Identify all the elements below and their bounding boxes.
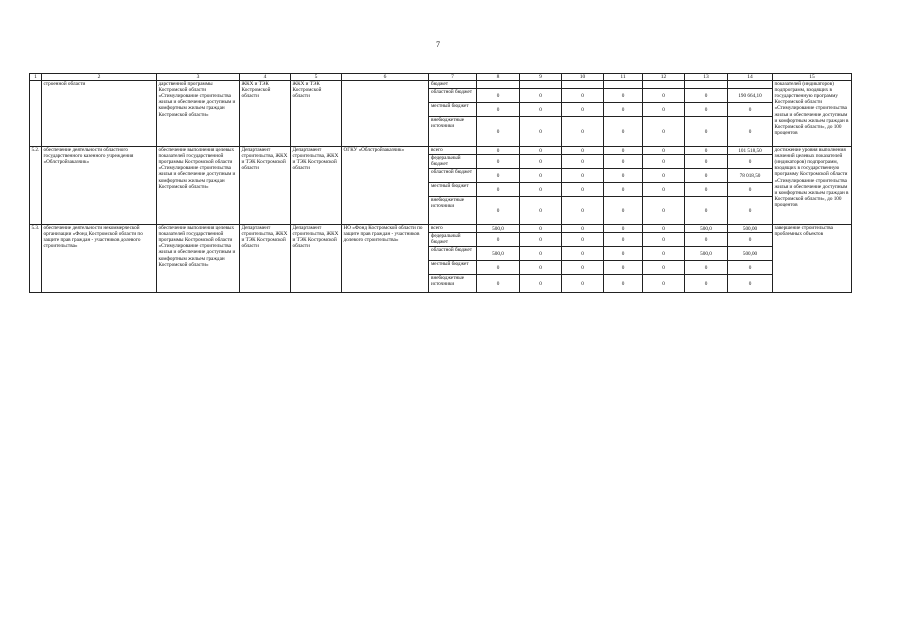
amount-cell: 500,0 — [685, 247, 728, 261]
amount-cell: 0 — [520, 89, 562, 103]
amount-cell: 0 — [604, 233, 643, 247]
amount-cell: 500,0 — [477, 247, 520, 261]
amount-cell: 500,0 — [477, 225, 520, 233]
amount-cell: 0 — [520, 233, 562, 247]
column-number: 5 — [291, 74, 342, 81]
amount-cell — [685, 81, 728, 89]
amount-cell: 0 — [643, 169, 685, 183]
column-number: 14 — [728, 74, 773, 81]
amount-cell: 0 — [643, 197, 685, 225]
funding-source: федеральный бюджет — [429, 233, 477, 247]
amount-cell: 0 — [643, 155, 685, 169]
amount-cell: 0 — [520, 225, 562, 233]
amount-cell: 0 — [643, 89, 685, 103]
page-number: 7 — [436, 40, 440, 49]
amount-cell: 0 — [477, 89, 520, 103]
expected-result: достижение уровня выполнения значений целевых показателей (индикаторов) подпрограмм, входящих в государственную программу Костромской области «Стимулирование строительства жилья и обеспечение доступным и комфортным жильем граждан в Костромской области», до 100 процентов — [773, 147, 852, 225]
amount-cell: 0 — [604, 155, 643, 169]
funding-source: местный бюджет — [429, 183, 477, 197]
column-number: 7 — [429, 74, 477, 81]
column-number: 9 — [520, 74, 562, 81]
column-number: 11 — [604, 74, 643, 81]
column-number: 13 — [685, 74, 728, 81]
amount-cell: 0 — [604, 89, 643, 103]
funding-source: местный бюджет — [429, 261, 477, 275]
funding-source: внебюджетные источники — [429, 275, 477, 293]
amount-cell: 0 — [728, 183, 773, 197]
column-number: 12 — [643, 74, 685, 81]
amount-cell: 0 — [643, 225, 685, 233]
amount-cell: 0 — [643, 183, 685, 197]
expected-result: показателей (индикаторов) подпрограмм, входящих в государственную программу Костромской области «Стимулирование строительства жилья и обеспечение доступным и комфортным жильем граждан в Костромской области», до 100 процентов — [773, 81, 852, 147]
executor: НО «Фонд Костромской области по защите прав граждан - участников долевого строительства» — [342, 225, 429, 293]
amount-cell: 0 — [604, 275, 643, 293]
row-number — [30, 81, 42, 147]
amount-cell: 0 — [685, 155, 728, 169]
amount-cell: 0 — [685, 117, 728, 147]
amount-cell: 0 — [604, 261, 643, 275]
amount-cell: 0 — [643, 261, 685, 275]
row-number: 5.3. — [30, 225, 42, 293]
column-number-row — [30, 74, 852, 81]
amount-cell: 0 — [520, 183, 562, 197]
amount-cell: 0 — [728, 233, 773, 247]
column-number: 10 — [562, 74, 604, 81]
amount-cell: 0 — [562, 183, 604, 197]
funding-source: всего — [429, 147, 477, 155]
measure-goal: обеспечение выполнения целевых показателей государственной программы Костромской области «Стимулирование строительства жилья и обеспечение доступным и комфортным жильем граждан Костромской области» — [157, 147, 240, 225]
coordinator: Департамент строительства, ЖКХ и ТЭК Костромской области — [291, 225, 342, 293]
amount-cell: 0 — [685, 275, 728, 293]
amount-cell: 0 — [685, 169, 728, 183]
amount-cell: 0 — [520, 275, 562, 293]
amount-cell: 0 — [520, 103, 562, 117]
amount-cell: 0 — [477, 275, 520, 293]
amount-cell: 0 — [728, 117, 773, 147]
column-number: 8 — [477, 74, 520, 81]
amount-cell: 0 — [685, 233, 728, 247]
funding-source: федеральный бюджет — [429, 155, 477, 169]
funding-source: местный бюджет — [429, 103, 477, 117]
amount-cell: 0 — [562, 261, 604, 275]
amount-cell: 0 — [604, 103, 643, 117]
amount-cell: 0 — [604, 225, 643, 233]
executor — [342, 81, 429, 147]
amount-cell: 0 — [520, 155, 562, 169]
amount-cell: 0 — [520, 169, 562, 183]
amount-cell — [728, 81, 773, 89]
coordinator: ЖКХ и ТЭК Костромской области — [291, 81, 342, 147]
amount-cell: 0 — [643, 247, 685, 261]
amount-cell: 0 — [643, 275, 685, 293]
amount-cell: 0 — [477, 147, 520, 155]
amount-cell: 0 — [728, 261, 773, 275]
state-customer: Департамент строительства, ЖКХ и ТЭК Костромской области — [240, 147, 291, 225]
amount-cell: 0 — [477, 233, 520, 247]
measure-goal: дарственной программы Костромской области «Стимулирование строительства жилья и обеспечение доступным и комфортным жильем граждан Костромской области» — [157, 81, 240, 147]
amount-cell: 0 — [728, 155, 773, 169]
amount-cell: 0 — [562, 247, 604, 261]
amount-cell — [643, 81, 685, 89]
amount-cell: 0 — [562, 147, 604, 155]
column-number: 3 — [157, 74, 240, 81]
table-row — [30, 81, 852, 89]
amount-cell: 0 — [643, 103, 685, 117]
table-row — [30, 147, 852, 155]
amount-cell: 0 — [685, 89, 728, 103]
amount-cell: 0 — [477, 183, 520, 197]
amount-cell: 0 — [643, 147, 685, 155]
amount-cell: 0 — [562, 117, 604, 147]
amount-cell: 0 — [604, 247, 643, 261]
row-number: 5.2. — [30, 147, 42, 225]
amount-cell: 0 — [520, 197, 562, 225]
amount-cell: 0 — [685, 103, 728, 117]
amount-cell: 0 — [477, 117, 520, 147]
amount-cell — [604, 81, 643, 89]
amount-cell: 0 — [562, 275, 604, 293]
funding-source: внебюджетные источники — [429, 197, 477, 225]
state-customer: ЖКХ и ТЭК Костромской области — [240, 81, 291, 147]
amount-cell: 0 — [604, 169, 643, 183]
amount-cell: 0 — [562, 155, 604, 169]
amount-cell: 0 — [520, 247, 562, 261]
amount-cell: 0 — [604, 147, 643, 155]
funding-source: областной бюджет — [429, 169, 477, 183]
amount-cell: 0 — [685, 261, 728, 275]
amount-cell: 0 — [562, 197, 604, 225]
executor: ОГКУ «Облстройзаказчик» — [342, 147, 429, 225]
state-customer: Департамент строительства, ЖКХ и ТЭК Костромской области — [240, 225, 291, 293]
measure-name: обеспечение деятельности областного государственного казенного учреждения «Облстройзаказчик» — [42, 147, 157, 225]
amount-cell: 500,00 — [728, 225, 773, 233]
amount-cell: 101 518,50 — [728, 147, 773, 155]
amount-cell: 0 — [477, 197, 520, 225]
amount-cell: 0 — [477, 155, 520, 169]
amount-cell: 0 — [685, 147, 728, 155]
amount-cell: 0 — [477, 103, 520, 117]
amount-cell: 0 — [520, 147, 562, 155]
amount-cell: 190 664,10 — [728, 89, 773, 103]
amount-cell: 0 — [643, 233, 685, 247]
amount-cell: 500,00 — [728, 247, 773, 261]
amount-cell: 0 — [562, 89, 604, 103]
amount-cell — [477, 81, 520, 89]
amount-cell: 0 — [477, 261, 520, 275]
amount-cell: 500,0 — [685, 225, 728, 233]
amount-cell: 78 018,50 — [728, 169, 773, 183]
amount-cell: 0 — [520, 117, 562, 147]
amount-cell: 0 — [604, 117, 643, 147]
table-row — [30, 225, 852, 233]
amount-cell: 0 — [562, 233, 604, 247]
measure-name: строенной области — [42, 81, 157, 147]
amount-cell: 0 — [728, 103, 773, 117]
amount-cell: 0 — [477, 169, 520, 183]
amount-cell: 0 — [520, 261, 562, 275]
amount-cell — [562, 81, 604, 89]
amount-cell: 0 — [562, 225, 604, 233]
amount-cell — [520, 81, 562, 89]
budget-table — [29, 73, 852, 293]
funding-source: областной бюджет — [429, 89, 477, 103]
amount-cell: 0 — [728, 275, 773, 293]
amount-cell: 0 — [728, 197, 773, 225]
column-number: 15 — [773, 74, 852, 81]
column-number: 2 — [42, 74, 157, 81]
amount-cell: 0 — [562, 103, 604, 117]
coordinator: Департамент строительства, ЖКХ и ТЭК Костромской области — [291, 147, 342, 225]
amount-cell: 0 — [643, 117, 685, 147]
amount-cell: 0 — [685, 183, 728, 197]
amount-cell: 0 — [604, 197, 643, 225]
funding-source: областной бюджет — [429, 247, 477, 261]
funding-source: бюджет — [429, 81, 477, 89]
amount-cell: 0 — [604, 183, 643, 197]
column-number: 6 — [342, 74, 429, 81]
column-number: 1 — [30, 74, 42, 81]
amount-cell: 0 — [685, 197, 728, 225]
column-number: 4 — [240, 74, 291, 81]
expected-result: завершение строительства проблемных объектов — [773, 225, 852, 293]
funding-source: внебюджетные источники — [429, 117, 477, 147]
funding-source: всего — [429, 225, 477, 233]
measure-name: обеспечение деятельности некоммерческой организации «Фонд Костромской области по защите прав граждан - участников долевого строительства» — [42, 225, 157, 293]
amount-cell: 0 — [562, 169, 604, 183]
measure-goal: обеспечение выполнения целевых показателей государственной программы Костромской области «Стимулирование строительства жилья и обеспечение доступным и комфортным жильем граждан Костромской области» — [157, 225, 240, 293]
